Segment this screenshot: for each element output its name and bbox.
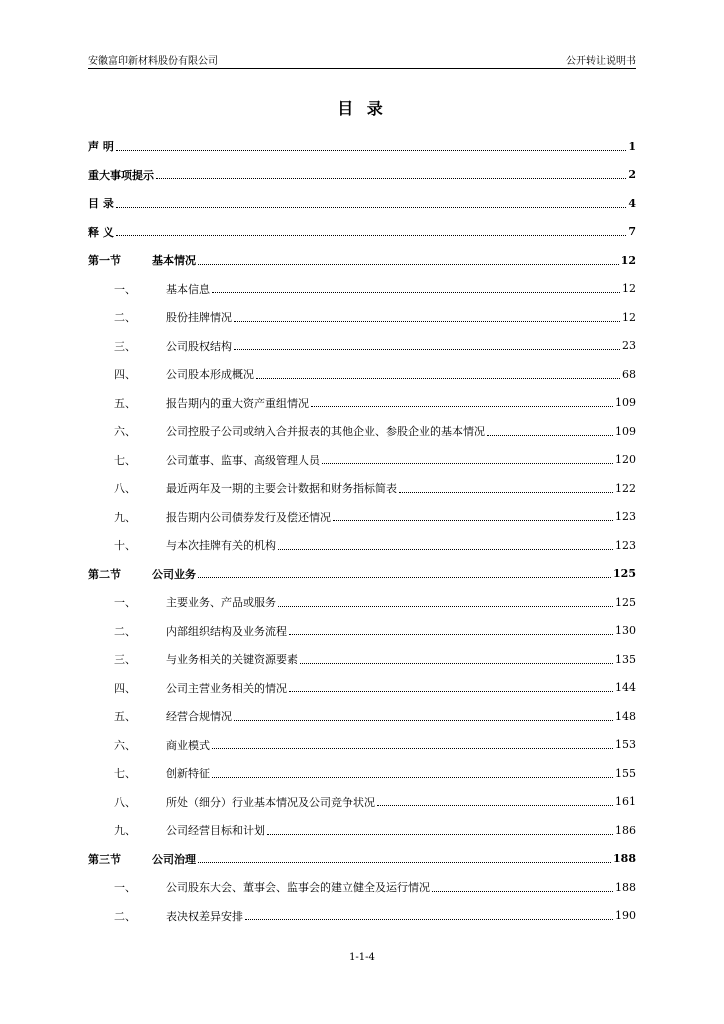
toc-entry[interactable] bbox=[88, 161, 636, 190]
toc-page-number: 144 bbox=[615, 681, 636, 695]
toc-dot-leader bbox=[322, 463, 613, 464]
toc-page-number: 122 bbox=[615, 481, 636, 495]
toc-entry-label: 重大事项提示 bbox=[88, 168, 154, 182]
toc-entry-label: 与本次挂牌有关的机构 bbox=[166, 539, 276, 553]
toc-dot-leader bbox=[300, 663, 613, 664]
header-company-name: 安徽富印新材料股份有限公司 bbox=[88, 56, 218, 67]
toc-entry-label: 基本信息 bbox=[166, 282, 210, 296]
toc-entry-number: 六、 bbox=[114, 425, 136, 439]
toc-entry[interactable] bbox=[88, 389, 636, 418]
toc-page-number: 109 bbox=[615, 424, 636, 438]
toc-entry[interactable] bbox=[88, 218, 636, 247]
toc-dot-leader bbox=[116, 207, 627, 208]
toc-entry[interactable] bbox=[88, 360, 636, 389]
toc-page-number: 12 bbox=[622, 282, 636, 296]
toc-entry[interactable] bbox=[88, 816, 636, 845]
toc-dot-leader bbox=[377, 805, 613, 806]
toc-entry[interactable] bbox=[88, 474, 636, 503]
page-number: 1-1-4 bbox=[349, 952, 375, 963]
toc-page-number: 188 bbox=[615, 880, 636, 894]
toc-entry-number: 七、 bbox=[114, 767, 136, 781]
toc-entry-number: 三、 bbox=[114, 339, 136, 353]
toc-page-number: 2 bbox=[628, 168, 636, 182]
toc-entry[interactable] bbox=[88, 446, 636, 475]
toc-entry[interactable] bbox=[88, 246, 636, 275]
toc-entry-label: 最近两年及一期的主要会计数据和财务指标简表 bbox=[166, 482, 397, 496]
toc-entry[interactable] bbox=[88, 617, 636, 646]
toc-entry-label: 创新特征 bbox=[166, 767, 210, 781]
toc-dot-leader bbox=[156, 178, 626, 179]
toc-entry[interactable] bbox=[88, 503, 636, 532]
toc-page-number: 148 bbox=[615, 709, 636, 723]
toc-entry[interactable] bbox=[88, 674, 636, 703]
toc-entry[interactable] bbox=[88, 332, 636, 361]
toc-entry-label: 公司董事、监事、高级管理人员 bbox=[166, 453, 320, 467]
table-of-contents bbox=[88, 132, 636, 930]
toc-entry-number: 三、 bbox=[114, 653, 136, 667]
toc-entry-label: 公司业务 bbox=[152, 567, 196, 581]
toc-section-number: 第一节 bbox=[88, 254, 121, 268]
toc-entry[interactable] bbox=[88, 759, 636, 788]
toc-page-number: 125 bbox=[615, 595, 636, 609]
toc-entry-label: 商业模式 bbox=[166, 738, 210, 752]
toc-entry-number: 一、 bbox=[114, 596, 136, 610]
header-document-name: 公开转让说明书 bbox=[566, 56, 636, 67]
toc-dot-leader bbox=[267, 834, 613, 835]
toc-entry-number: 七、 bbox=[114, 453, 136, 467]
toc-entry-number: 二、 bbox=[114, 311, 136, 325]
toc-entry-label: 公司股东大会、董事会、监事会的建立健全及运行情况 bbox=[166, 881, 430, 895]
toc-entry-label: 经营合规情况 bbox=[166, 710, 232, 724]
toc-entry[interactable] bbox=[88, 873, 636, 902]
toc-entry-label: 公司股权结构 bbox=[166, 339, 232, 353]
toc-entry[interactable] bbox=[88, 788, 636, 817]
toc-entry-number: 九、 bbox=[114, 824, 136, 838]
toc-entry[interactable] bbox=[88, 902, 636, 931]
toc-page-number: 188 bbox=[613, 852, 636, 866]
toc-entry-label: 公司经营目标和计划 bbox=[166, 824, 265, 838]
toc-entry[interactable] bbox=[88, 560, 636, 589]
toc-entry-label: 与业务相关的关键资源要素 bbox=[166, 653, 298, 667]
toc-entry-number: 二、 bbox=[114, 624, 136, 638]
toc-entry[interactable] bbox=[88, 531, 636, 560]
toc-entry-label: 公司股本形成概况 bbox=[166, 368, 254, 382]
toc-entry[interactable] bbox=[88, 132, 636, 161]
toc-entry[interactable] bbox=[88, 702, 636, 731]
page-header bbox=[88, 52, 636, 69]
toc-dot-leader bbox=[198, 577, 611, 578]
toc-dot-leader bbox=[212, 292, 620, 293]
toc-entry-label: 所处（细分）行业基本情况及公司竞争状况 bbox=[166, 795, 375, 809]
toc-page-number: 155 bbox=[615, 766, 636, 780]
toc-entry[interactable] bbox=[88, 303, 636, 332]
toc-section-number: 第三节 bbox=[88, 852, 121, 866]
toc-page-number: 125 bbox=[613, 567, 636, 581]
toc-page-number: 7 bbox=[628, 225, 636, 239]
toc-dot-leader bbox=[234, 720, 613, 721]
toc-page-number: 12 bbox=[620, 253, 636, 267]
toc-dot-leader bbox=[198, 264, 619, 265]
toc-dot-leader bbox=[256, 378, 620, 379]
toc-page-number: 130 bbox=[615, 624, 636, 638]
toc-entry[interactable] bbox=[88, 189, 636, 218]
toc-dot-leader bbox=[278, 606, 613, 607]
toc-section-number: 第二节 bbox=[88, 567, 121, 581]
toc-entry[interactable] bbox=[88, 645, 636, 674]
toc-entry-label: 公司治理 bbox=[152, 852, 196, 866]
toc-page-number: 23 bbox=[622, 339, 636, 353]
toc-entry-number: 二、 bbox=[114, 909, 136, 923]
toc-entry-number: 十、 bbox=[114, 539, 136, 553]
toc-dot-leader bbox=[432, 891, 613, 892]
toc-entry[interactable] bbox=[88, 731, 636, 760]
toc-entry[interactable] bbox=[88, 275, 636, 304]
toc-dot-leader bbox=[212, 748, 613, 749]
toc-dot-leader bbox=[198, 862, 611, 863]
toc-entry-label: 内部组织结构及业务流程 bbox=[166, 624, 287, 638]
toc-entry-number: 四、 bbox=[114, 681, 136, 695]
toc-entry-label: 报告期内公司债券发行及偿还情况 bbox=[166, 510, 331, 524]
toc-page-number: 120 bbox=[615, 453, 636, 467]
toc-entry-label: 基本情况 bbox=[152, 254, 196, 268]
toc-page-number: 4 bbox=[628, 196, 636, 210]
toc-dot-leader bbox=[116, 235, 627, 236]
toc-entry-label: 主要业务、产品或服务 bbox=[166, 596, 276, 610]
page-title: 目 录 bbox=[337, 99, 387, 118]
toc-entry-label: 公司主营业务相关的情况 bbox=[166, 681, 287, 695]
toc-entry-label: 公司控股子公司或纳入合并报表的其他企业、参股企业的基本情况 bbox=[166, 425, 485, 439]
toc-dot-leader bbox=[212, 777, 613, 778]
toc-entry-label: 表决权差异安排 bbox=[166, 909, 243, 923]
toc-page-number: 12 bbox=[622, 310, 636, 324]
toc-entry-label: 声 明 bbox=[88, 140, 114, 154]
toc-entry-number: 五、 bbox=[114, 396, 136, 410]
toc-entry[interactable] bbox=[88, 845, 636, 874]
toc-entry-number: 八、 bbox=[114, 482, 136, 496]
toc-entry-number: 一、 bbox=[114, 881, 136, 895]
toc-dot-leader bbox=[487, 435, 613, 436]
toc-entry-number: 八、 bbox=[114, 795, 136, 809]
toc-page-number: 123 bbox=[615, 510, 636, 524]
toc-entry-label: 股份挂牌情况 bbox=[166, 311, 232, 325]
toc-page-number: 186 bbox=[615, 823, 636, 837]
toc-page-number: 190 bbox=[615, 909, 636, 923]
toc-entry-label: 释 义 bbox=[88, 225, 114, 239]
toc-dot-leader bbox=[289, 634, 613, 635]
toc-page-number: 161 bbox=[615, 795, 636, 809]
toc-dot-leader bbox=[234, 349, 620, 350]
toc-page-number: 68 bbox=[622, 367, 636, 381]
toc-page-number: 1 bbox=[628, 139, 636, 153]
toc-page-number: 135 bbox=[615, 652, 636, 666]
toc-dot-leader bbox=[333, 520, 613, 521]
toc-page-number: 109 bbox=[615, 396, 636, 410]
toc-dot-leader bbox=[116, 150, 627, 151]
toc-dot-leader bbox=[245, 919, 613, 920]
toc-entry-label: 报告期内的重大资产重组情况 bbox=[166, 396, 309, 410]
toc-entry-number: 六、 bbox=[114, 738, 136, 752]
toc-dot-leader bbox=[311, 406, 613, 407]
toc-entry-label: 目 录 bbox=[88, 197, 114, 211]
toc-dot-leader bbox=[234, 321, 620, 322]
toc-entry-number: 九、 bbox=[114, 510, 136, 524]
toc-entry-number: 四、 bbox=[114, 368, 136, 382]
toc-dot-leader bbox=[399, 492, 613, 493]
toc-entry-number: 五、 bbox=[114, 710, 136, 724]
toc-entry[interactable] bbox=[88, 417, 636, 446]
toc-entry[interactable] bbox=[88, 588, 636, 617]
toc-dot-leader bbox=[278, 549, 613, 550]
toc-page-number: 153 bbox=[615, 738, 636, 752]
toc-dot-leader bbox=[289, 691, 613, 692]
toc-page-number: 123 bbox=[615, 538, 636, 552]
toc-entry-number: 一、 bbox=[114, 282, 136, 296]
